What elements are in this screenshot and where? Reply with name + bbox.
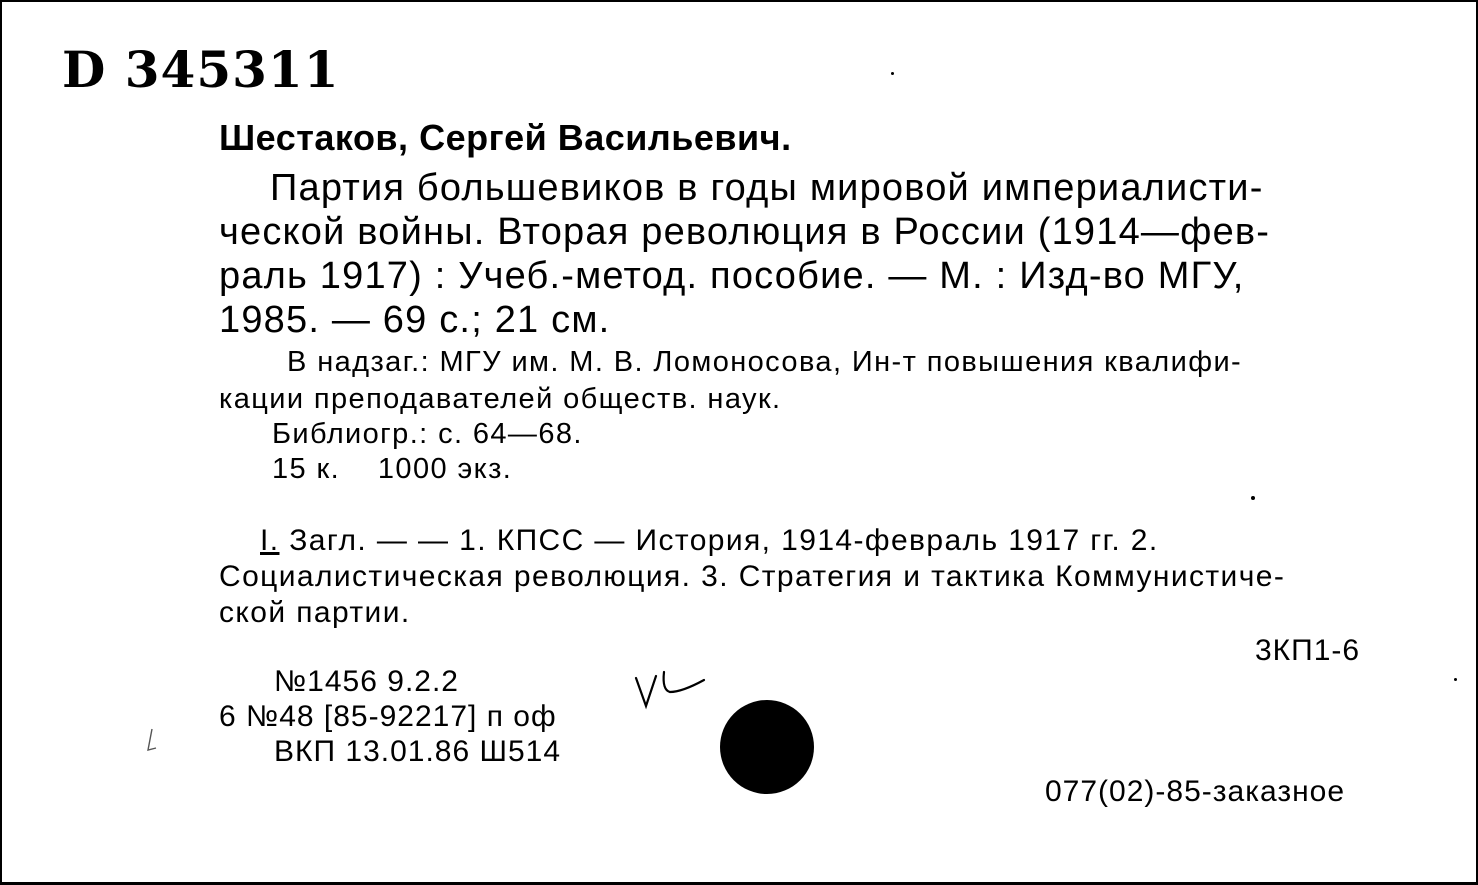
speck-mark (1251, 496, 1255, 500)
speck-mark (891, 72, 894, 75)
title-line-4: 1985. — 69 с.; 21 см. (219, 299, 611, 341)
subject-line-2: Социалистическая революция. 3. Стратегия и тактика Коммунистиче- (219, 560, 1286, 593)
title-line-3: раль 1917) : Учеб.-метод. пособие. — М. : Изд-во МГУ, (219, 255, 1245, 297)
call-number: D 345311 (62, 40, 340, 99)
record-line-3: ВКП 13.01.86 Ш514 (274, 735, 562, 768)
title-line-2: ческой войны. Вторая революция в России (1914—фев- (219, 211, 1271, 253)
price-print-run: 15 к. 1000 экз. (272, 453, 513, 485)
record-line-1: №1456 9.2.2 (274, 665, 459, 698)
handwritten-check-mark (632, 666, 712, 716)
subject-line-3: ской партии. (219, 596, 411, 629)
classification-code: 3КП1-6 (1255, 634, 1361, 667)
punch-hole (720, 700, 814, 794)
order-code: 077(02)-85-заказное (1045, 775, 1346, 808)
speck-mark (1454, 678, 1457, 681)
pencil-mark (144, 726, 164, 756)
note-line-1: В надзаг.: МГУ им. М. В. Ломоносова, Ин-т повышения квалифи- (287, 346, 1243, 378)
note-line-2: кации преподавателей обществ. наук. (219, 383, 782, 415)
subject-line-1-text: Загл. — — 1. КПСС — История, 1914-февраль 1917 гг. 2. (279, 524, 1159, 557)
author-heading: Шестаков, Сергей Васильевич. (219, 117, 792, 158)
subject-line-1 (260, 524, 1159, 558)
bibliography-note: Библиогр.: с. 64—68. (272, 418, 583, 450)
subject-marker: I. (260, 524, 280, 557)
record-line-2: 6 №48 [85-92217] п оф (219, 700, 557, 733)
title-line-1: Партия большевиков в годы мировой империалисти- (270, 167, 1264, 209)
